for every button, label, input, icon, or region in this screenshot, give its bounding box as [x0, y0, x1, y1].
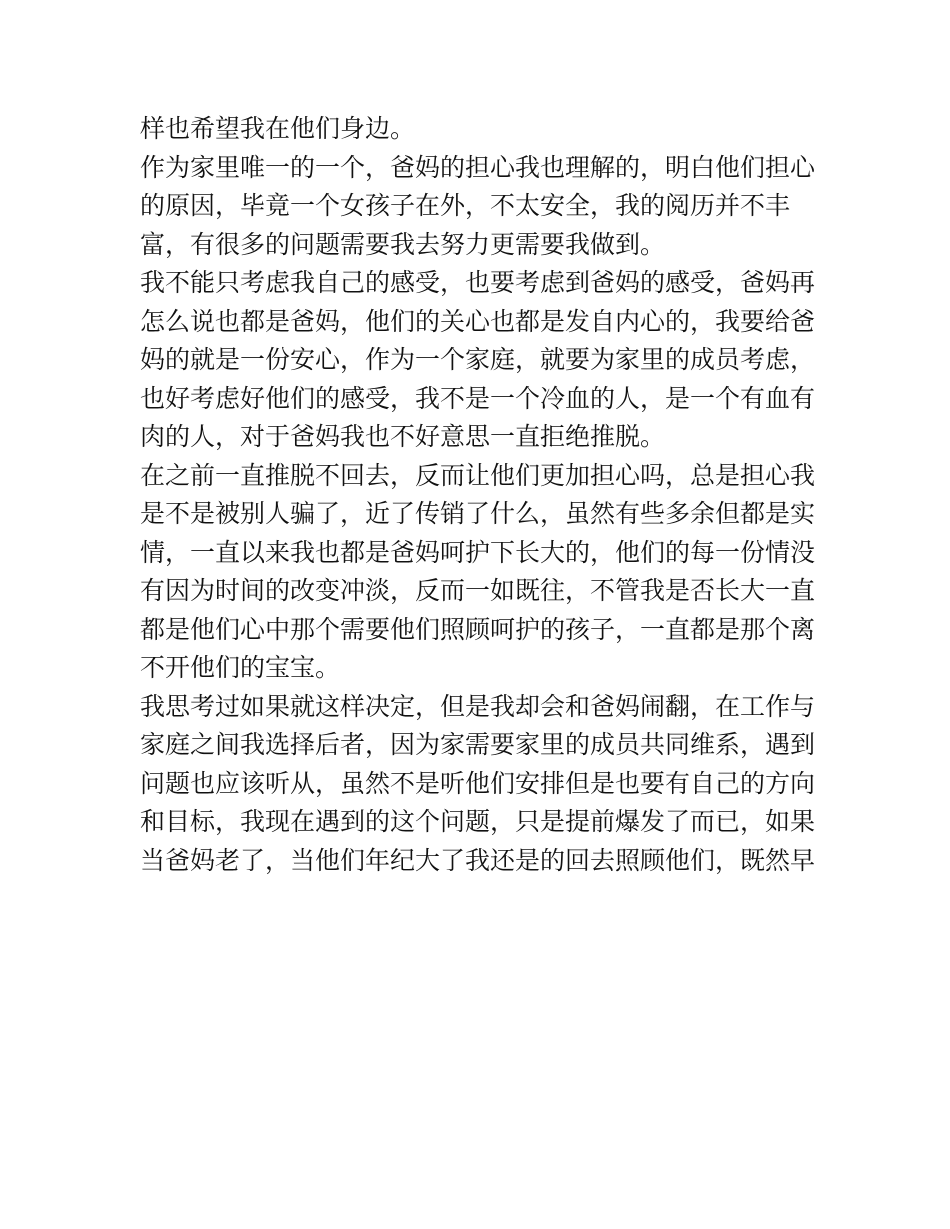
text-line: 都是他们心中那个需要他们照顾呵护的孩子，一直都是那个离 [140, 614, 816, 644]
body-text [140, 110, 820, 880]
text-line: 我不能只考虑我自己的感受，也要考虑到爸妈的感受，爸妈再 [140, 268, 816, 297]
text-line: 的原因，毕竟一个女孩子在外，不太安全，我的阅历并不丰 [140, 191, 791, 220]
text-line: 作为家里唯一的一个，爸妈的担心我也理解的，明白他们担心 [140, 152, 816, 182]
text-line: 肉的人，对于爸妈我也不好意思一直拒绝推脱。 [140, 422, 666, 451]
text-line: 妈的就是一份安心，作为一个家庭，就要为家里的成员考虑， [140, 345, 816, 374]
text-line: 和目标，我现在遇到的这个问题，只是提前爆发了而已，如果 [140, 807, 816, 836]
text-line: 当爸妈老了，当他们年纪大了我还是的回去照顾他们，既然早 [140, 845, 816, 875]
text-line: 有因为时间的改变冲淡，反而一如既往，不管我是否长大一直 [140, 576, 816, 605]
text-line: 怎么说也都是爸妈，他们的关心也都是发自内心的，我要给爸 [140, 306, 816, 336]
text-line: 也好考虑好他们的感受，我不是一个冷血的人，是一个有血有 [140, 383, 816, 413]
text-line: 富，有很多的问题需要我去努力更需要我做到。 [140, 229, 666, 259]
text-line: 问题也应该听从，虽然不是听他们安排但是也要有自己的方向 [140, 768, 816, 798]
text-line: 是不是被别人骗了，近了传销了什么，虽然有些多余但都是实 [140, 499, 816, 528]
text-line: 我思考过如果就这样决定，但是我却会和爸妈闹翻，在工作与 [140, 691, 816, 721]
text-line: 家庭之间我选择后者，因为家需要家里的成员共同维系，遇到 [140, 730, 816, 759]
text-line: 不开他们的宝宝。 [140, 653, 341, 682]
text-line: 在之前一直推脱不回去，反而让他们更加担心吗，总是担心我 [140, 460, 816, 490]
text-line: 样也希望我在他们身边。 [140, 114, 416, 143]
text-line: 情，一直以来我也都是爸妈呵护下长大的，他们的每一份情没 [140, 537, 816, 567]
